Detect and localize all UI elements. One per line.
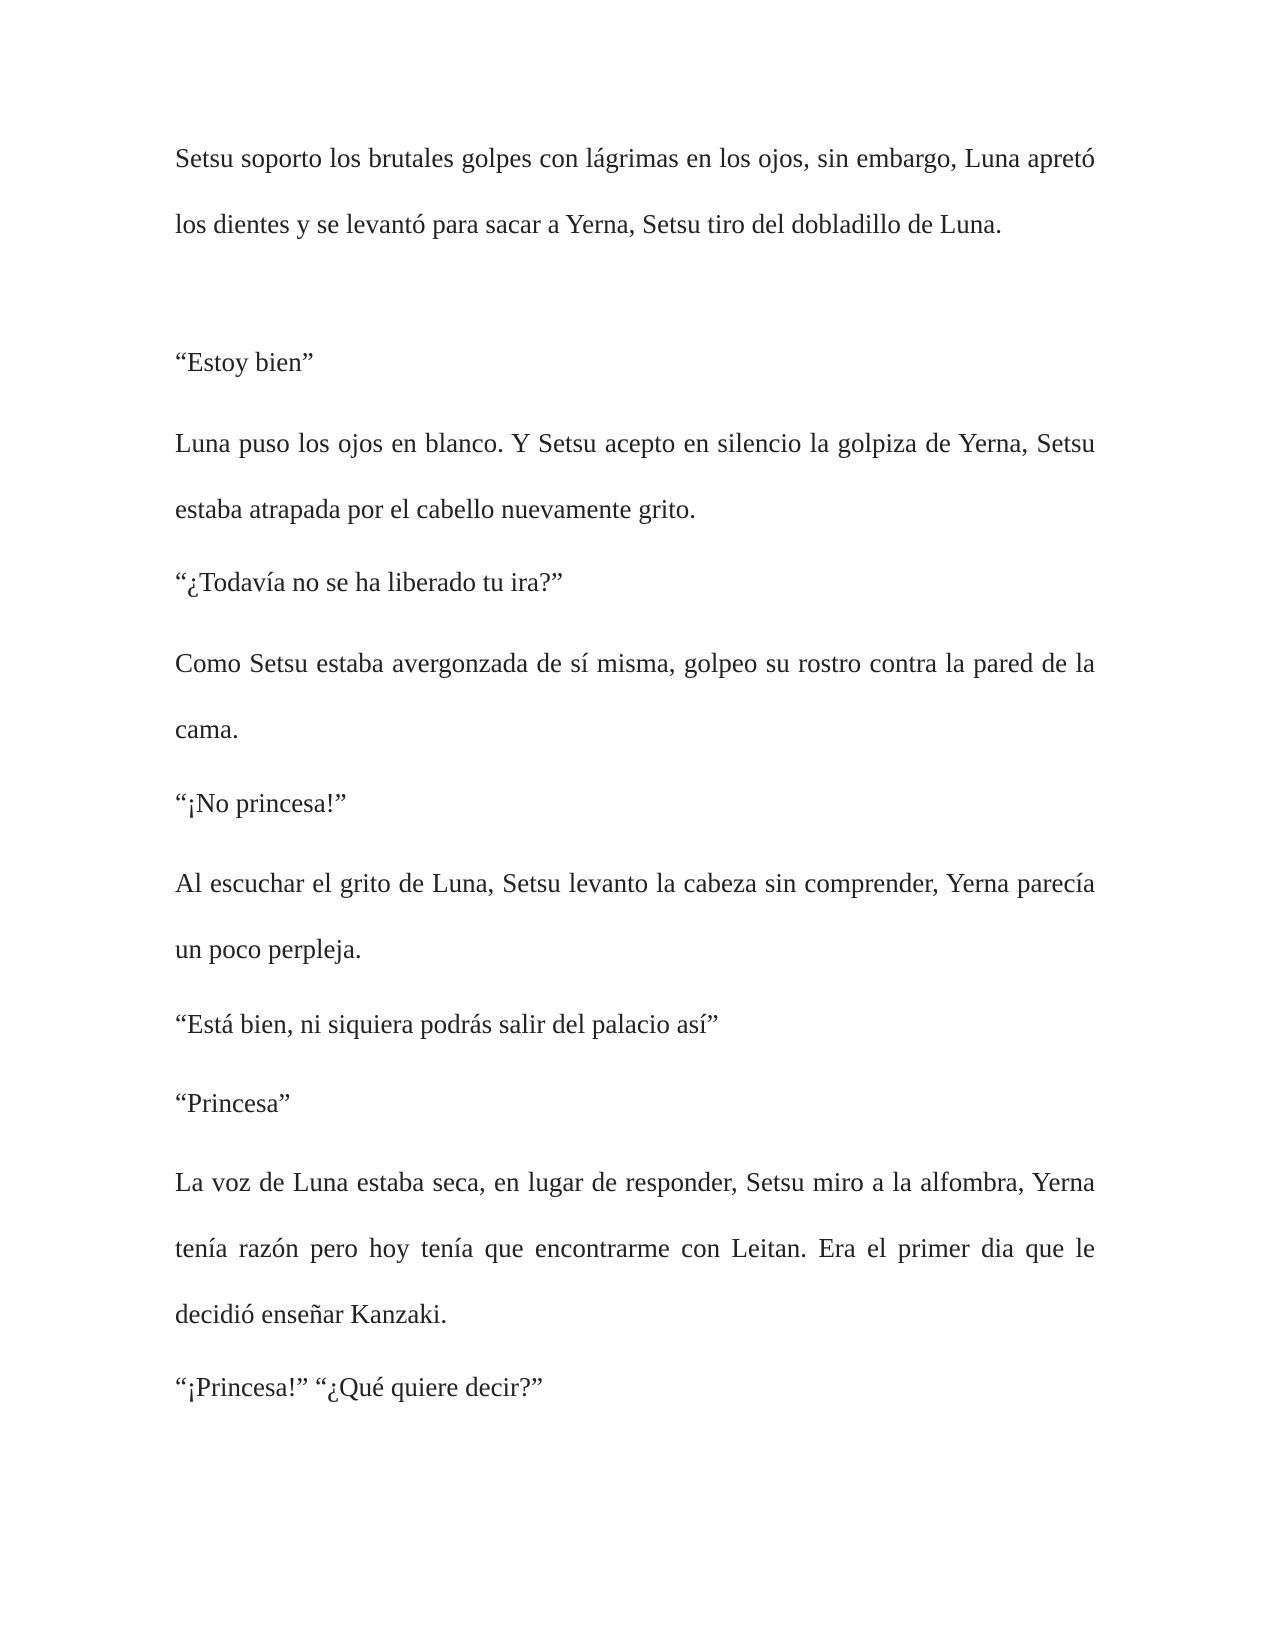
paragraph-4: “¿Todavía no se ha liberado tu ira?” xyxy=(175,567,563,597)
paragraph-2: “Estoy bien” xyxy=(175,347,314,377)
paragraph-3: Luna puso los ojos en blanco. Y Setsu acepto en silencio la golpiza de Yerna, Setsu estaba atrapada por el cabello nuevamente grito. xyxy=(175,428,1095,524)
paragraph-6: “¡No princesa!” xyxy=(175,788,347,818)
paragraph-9: “Princesa” xyxy=(175,1088,291,1118)
paragraph-10: La voz de Luna estaba seca, en lugar de responder, Setsu miro a la alfombra, Yerna tenía razón pero hoy tenía que encontrarme con Leitan. Era el primer dia que le decidió enseñar Kanzaki. xyxy=(175,1167,1095,1329)
paragraph-5: Como Setsu estaba avergonzada de sí misma, golpeo su rostro contra la pared de la cama. xyxy=(175,648,1095,744)
paragraph-7: Al escuchar el grito de Luna, Setsu levanto la cabeza sin comprender, Yerna parecía un poco perpleja. xyxy=(175,868,1095,964)
paragraph-1: Setsu soporto los brutales golpes con lágrimas en los ojos, sin embargo, Luna apretó los dientes y se levantó para sacar a Yerna, Setsu tiro del dobladillo de Luna. xyxy=(175,143,1095,239)
paragraph-8: “Está bien, ni siquiera podrás salir del palacio así” xyxy=(175,1009,719,1039)
paragraph-11: “¡Princesa!” “¿Qué quiere decir?” xyxy=(175,1372,544,1402)
